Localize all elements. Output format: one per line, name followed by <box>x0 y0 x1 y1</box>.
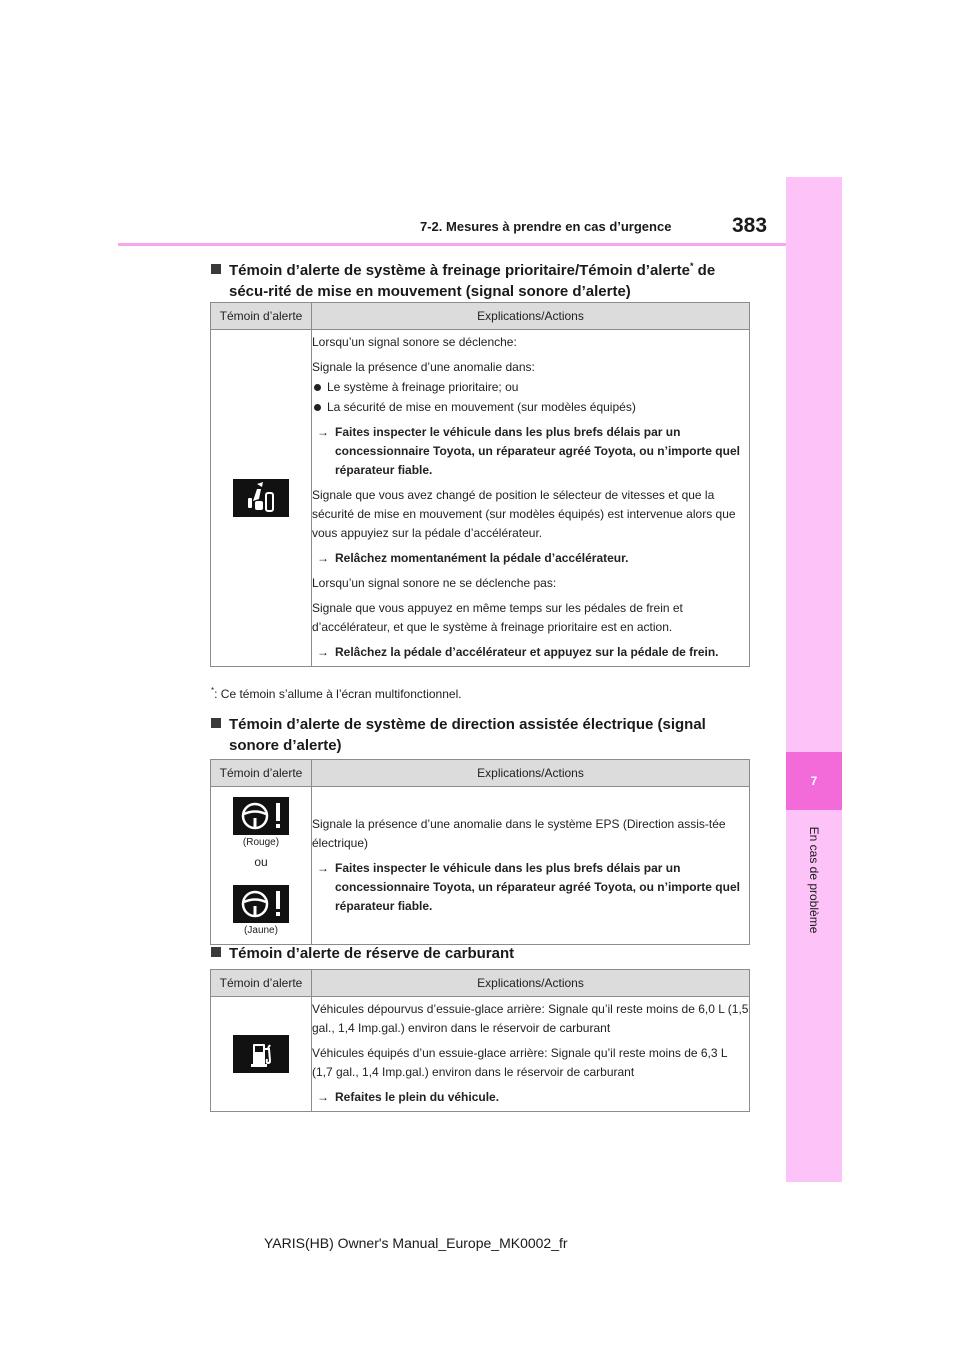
eps-steering-warning-icon <box>233 797 289 835</box>
table-eps <box>210 759 750 945</box>
section-title: 7-2. Mesures à prendre en cas d’urgence <box>420 219 672 234</box>
text-line: Signale la présence d’une anomalie dans le système EPS (Direction assis-tée électrique) <box>312 816 726 850</box>
action-text: Relâchez la pédale d’accélérateur et appuyez sur la pédale de frein. <box>335 645 719 659</box>
text-line: Lorsqu’un signal sonore ne se déclenche pas: <box>312 576 557 590</box>
chapter-number: 7 <box>810 774 818 788</box>
arrow-icon: → <box>317 551 329 565</box>
footnote-mark: * <box>211 686 215 695</box>
side-tab-band <box>786 177 842 1182</box>
icon-caption-yellow: (Jaune) <box>244 925 278 936</box>
bullet-item: Le système à freinage prioritaire; ou <box>312 378 749 397</box>
fuel-pump-icon <box>233 1035 289 1073</box>
action-text: Faites inspecter le véhicule dans les plus brefs délais par un concessionnaire Toyota, un réparateur agréé Toyota, ou n’importe quel réparateur fiable. <box>335 860 740 913</box>
warning-light-cell <box>211 330 312 667</box>
arrow-icon: → <box>317 425 329 439</box>
text-line: Véhicules dépourvus d’essuie-glace arrière: Signale qu’il reste moins de 6,0 L (1,5 gal., 1,4 Imp.gal.) environ dans le réservoir de carburant <box>312 1002 749 1035</box>
chapter-title: En cas de problème <box>807 826 821 934</box>
table-row <box>211 997 750 1112</box>
table-header-row <box>211 970 750 997</box>
warning-light-cell <box>211 787 312 945</box>
column-header-explanations: Explications/Actions <box>312 970 750 997</box>
heading-text-part2: de sécu-rité de mise en mouvement (signal sonore d’alerte) <box>229 262 716 300</box>
action-item <box>312 859 749 916</box>
text-line: Signale la présence d’une anomalie dans: <box>312 360 535 374</box>
action-item <box>312 643 749 662</box>
table-brake-override <box>210 302 750 667</box>
footer-manual-id: YARIS(HB) Owner's Manual_Europe_MK0002_fr <box>264 1235 568 1251</box>
heading-square-icon <box>211 718 221 728</box>
column-header-warning-light: Témoin d’alerte <box>211 970 312 997</box>
page-number: 383 <box>732 214 768 237</box>
table-header-row <box>211 303 750 330</box>
footnote <box>211 686 462 701</box>
action-item <box>312 423 749 480</box>
action-text: Refaites le plein du véhicule. <box>335 1090 500 1104</box>
action-text: Relâchez momentanément la pédale d’accélérateur. <box>335 551 629 565</box>
or-text: ou <box>254 855 268 869</box>
footnote-text: : Ce témoin s’allume à l’écran multifonctionnel. <box>214 687 462 701</box>
table-row <box>211 330 750 667</box>
heading-square-icon <box>211 264 221 274</box>
brake-override-warning-icon <box>233 479 289 517</box>
header-rule <box>118 243 786 246</box>
heading-text: Témoin d’alerte de système de direction assistée électrique (signal sonore d’alerte) <box>229 716 706 754</box>
heading-text: Témoin d’alerte de réserve de carburant <box>229 945 515 962</box>
arrow-icon: → <box>317 860 329 875</box>
heading-square-icon <box>211 947 221 957</box>
text-line: Signale que vous avez changé de position le sélecteur de vitesses et que la sécurité de mise en mouvement (sur modèles équipés) est intervenue alors que vous appuyiez sur la pédale d’accélérateur. <box>312 488 736 540</box>
action-text: Faites inspecter le véhicule dans les plus brefs délais par un concessionnaire Toyota, un réparateur agréé Toyota, ou n’importe quel réparateur fiable. <box>335 425 740 477</box>
column-header-explanations: Explications/Actions <box>312 760 750 787</box>
section-heading-fuel <box>211 943 751 964</box>
table-header-row <box>211 760 750 787</box>
icon-caption-red: (Rouge) <box>242 837 280 848</box>
action-item <box>312 549 749 568</box>
heading-footnote-mark: * <box>690 261 694 271</box>
column-header-explanations: Explications/Actions <box>312 303 750 330</box>
eps-steering-warning-icon <box>233 885 289 923</box>
explanation-cell <box>312 330 750 667</box>
table-fuel <box>210 969 750 1112</box>
explanation-cell <box>312 997 750 1112</box>
action-item <box>312 1088 749 1107</box>
chapter-tab <box>786 752 842 810</box>
table-row <box>211 787 750 945</box>
text-line: Lorsqu’un signal sonore se déclenche: <box>312 335 517 349</box>
text-line: Véhicules équipés d’un essuie-glace arrière: Signale qu’il reste moins de 6,3 L (1,7 gal., 1,4 Imp.gal.) environ dans le réservoir de carburant <box>312 1046 728 1079</box>
heading-text-part1: Témoin d’alerte de système à freinage prioritaire/Témoin d’alerte <box>229 262 690 279</box>
section-heading-brake-override <box>211 260 751 302</box>
arrow-icon: → <box>317 1090 329 1104</box>
warning-light-cell <box>211 997 312 1112</box>
column-header-warning-light: Témoin d’alerte <box>211 303 312 330</box>
column-header-warning-light: Témoin d’alerte <box>211 760 312 787</box>
bullet-item: La sécurité de mise en mouvement (sur modèles équipés) <box>312 398 749 417</box>
arrow-icon: → <box>317 645 329 659</box>
text-line: Signale que vous appuyez en même temps sur les pédales de frein et d’accélérateur, et que le système à freinage prioritaire est en action. <box>312 601 683 634</box>
section-heading-eps <box>211 714 751 756</box>
explanation-cell <box>312 787 750 945</box>
